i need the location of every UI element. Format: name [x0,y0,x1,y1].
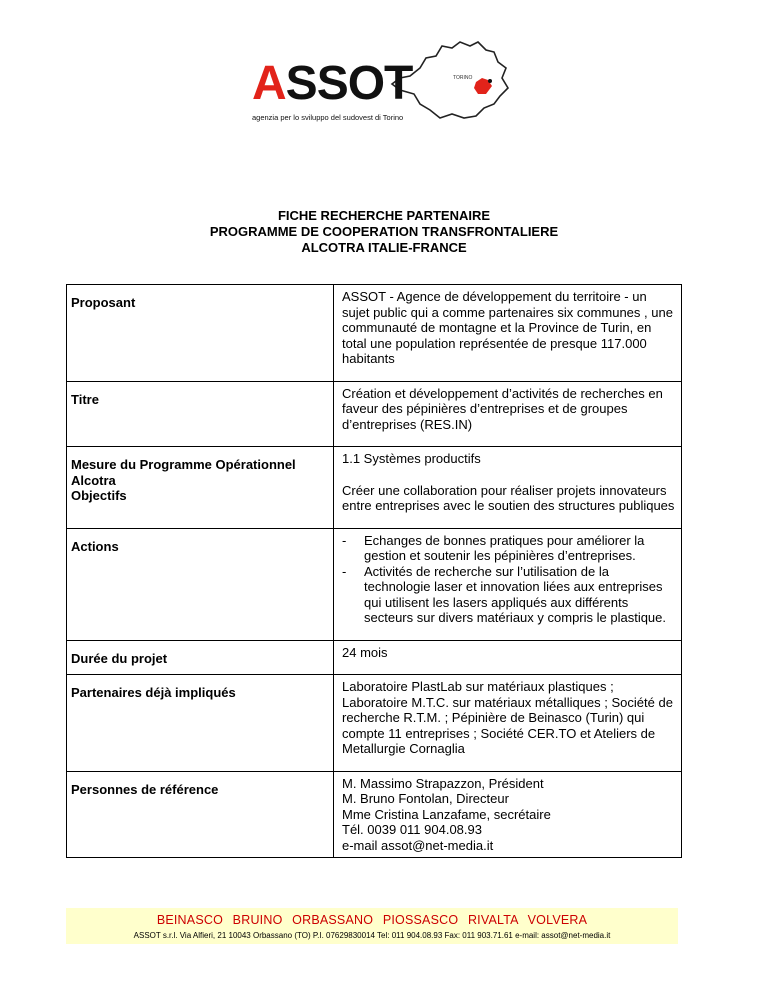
list-item [342,564,675,626]
label-mesure: Mesure du Programme Opérationnel Alcotra [71,457,296,488]
table-row-duree [67,640,682,675]
heading-line-1: FICHE RECHERCHE PARTENAIRE [277,208,491,223]
bullet-dash: - [342,532,347,548]
label-titre: Titre [67,381,334,447]
torino-map-label: TORINO [453,75,473,81]
table-row-actions [67,528,682,640]
table-row-personnes [67,771,682,858]
table-row-titre [67,381,682,447]
logo-tagline: agenzia per lo sviluppo del sudovest di Torino [252,113,404,122]
heading-line-3: ALCOTRA ITALIE-FRANCE [301,240,467,255]
bullet-dash: - [342,563,347,579]
contact-line: Tél. 0039 011 904.08.93 [342,822,482,837]
value-mesure: 1.1 Systèmes productifs [342,451,481,466]
logo-wordmark: ASSOT [252,57,413,110]
table-row-partenaires [67,675,682,772]
contact-line: M. Bruno Fontolan, Directeur [342,791,509,806]
label-objectifs: Objectifs [71,488,127,503]
label-actions: Actions [67,528,334,640]
label-proposant: Proposant [67,285,334,382]
value-proposant: ASSOT - Agence de développement du territoire - un sujet public qui a comme partenaires six communes , une communauté de montagne et la Province de Turin, en total une population représentée de presque 117.000 habitants [334,285,682,382]
contact-email: e-mail assot@net-media.it [342,837,494,853]
action-item-text: Echanges de bonnes pratiques pour améliorer la gestion et soutenir les pépinières d’entreprises. [364,532,645,563]
assot-logo [250,38,520,128]
label-personnes: Personnes de référence [67,771,334,858]
contact-line: Mme Cristina Lanzafame, secrétaire [342,806,551,822]
contact-line: M. Massimo Strapazzon, Président [342,775,544,791]
label-partenaires: Partenaires déjà impliqués [67,675,334,772]
footer-towns: BEINASCO BRUINO ORBASSANO PIOSSASCO RIVALTA VOLVERA [156,913,588,927]
footer-address: ASSOT s.r.l. Via Alfieri, 21 10043 Orbassano (TO) P.I. 07629830014 Tel: 011 904.08.93 Fax: 011 903.71.61 e-mail: assot@net-media.it [133,931,611,940]
value-titre: Création et développement d’activités de recherches en faveur des pépinières d’entreprises et de groupes d’entreprises (RES.IN) [334,381,682,447]
value-partenaires: Laboratoire PlastLab sur matériaux plastiques ; Laboratoire M.T.C. sur matériaux métalliques ; Société de recherche R.T.M. ; Pépinière de Beinasco (Turin) qui compte 11 entreprises ; Société CER.TO et Ateliers de Metallurgie Cornaglia [334,675,682,772]
document-heading [0,208,768,256]
label-duree: Durée du projet [67,640,334,675]
table-row-mesure-objectifs [67,447,682,529]
list-item [342,533,675,564]
value-objectifs: Créer une collaboration pour réaliser projets innovateurs entre entreprises avec le soutien des structures publiques [342,482,675,513]
partner-search-table [66,284,682,858]
value-duree: 24 mois [334,640,682,675]
page-footer [66,908,678,944]
action-item-text: Activités de recherche sur l’utilisation de la technologie laser et innovation liées aux entreprises qui utilisent les lasers appliqués aux différents secteurs sur divers matériaux y compris le plastique. [364,563,667,625]
heading-line-2: PROGRAMME DE COOPERATION TRANSFRONTALIERE [209,224,559,239]
table-row-proposant [67,285,682,382]
